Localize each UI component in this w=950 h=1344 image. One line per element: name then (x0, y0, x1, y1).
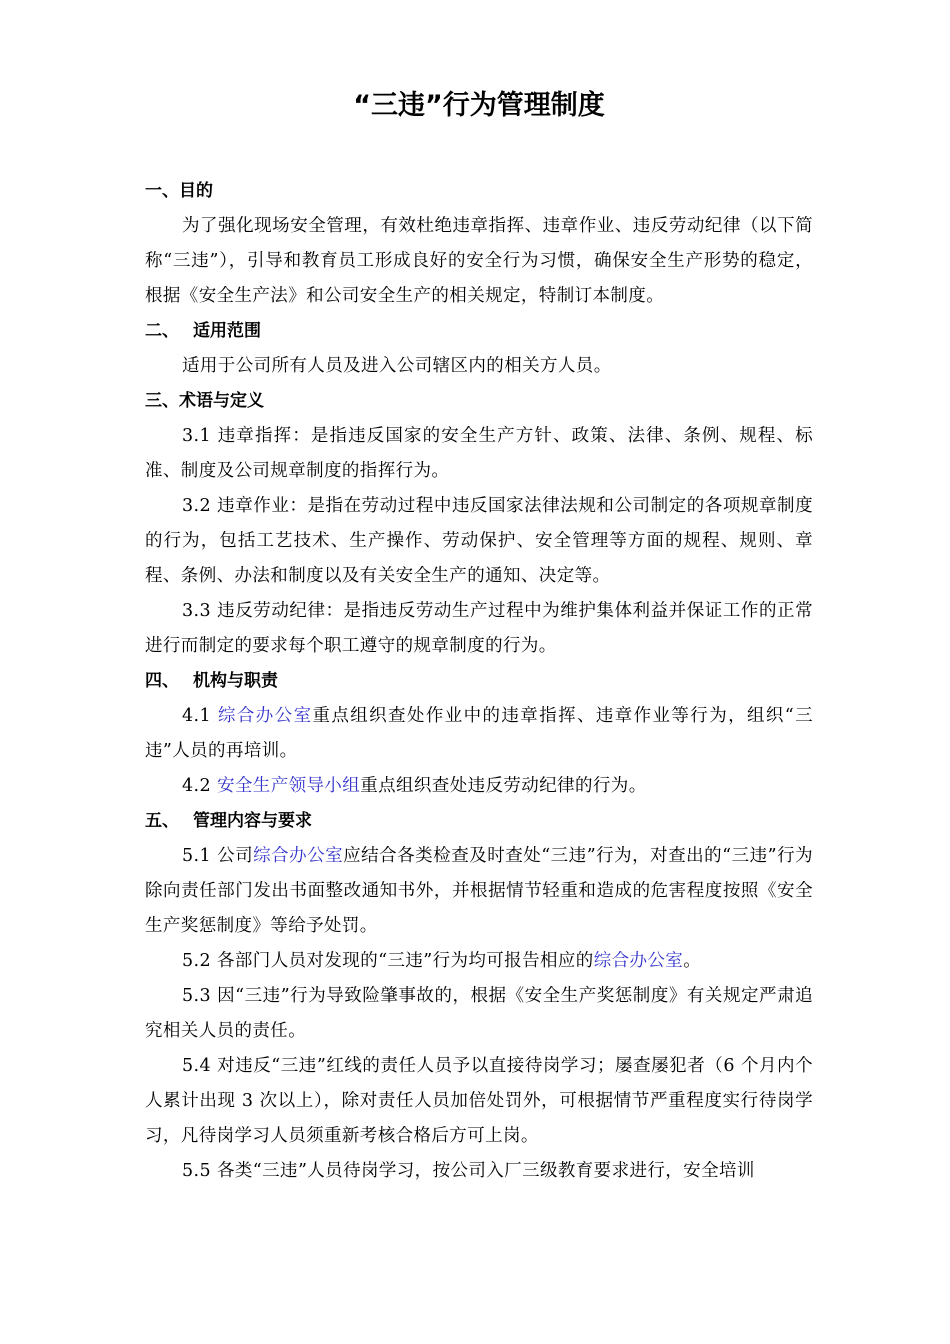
paragraph-scope: 适用于公司所有人员及进入公司辖区内的相关方人员。 (182, 356, 612, 376)
section-heading-text: 适用范围 (193, 321, 261, 341)
section-heading-purpose: 一、目的 (145, 181, 213, 201)
paragraph-4-2 (145, 769, 813, 804)
text-segment: 。 (683, 951, 702, 971)
link-general-office[interactable]: 综合办公室 (218, 706, 313, 726)
section-heading-text: 管理内容与要求 (193, 811, 312, 831)
section-heading-organization (145, 664, 813, 699)
text-segment: 重点组织查处作业中的违章指挥、违章作业等行为，组织“三违”人员的再培训。 (145, 706, 814, 761)
section-heading-terms: 三、术语与定义 (145, 391, 264, 411)
text-segment: 5.2 各部门人员对发现的“三违”行为均可报告相应的 (182, 951, 594, 971)
paragraph-5-1 (145, 839, 813, 944)
text-segment: 重点组织查处违反劳动纪律的行为。 (360, 776, 647, 796)
link-safety-leadership-group[interactable]: 安全生产领导小组 (217, 776, 361, 796)
link-general-office[interactable]: 综合办公室 (593, 951, 684, 971)
text-segment: 4.2 (182, 776, 217, 796)
text-segment: 4.1 (182, 706, 218, 726)
section-number: 五、 (145, 811, 179, 831)
section-heading-text: 机构与职责 (193, 671, 278, 691)
link-general-office[interactable]: 综合办公室 (253, 846, 344, 866)
section-number: 四、 (145, 671, 179, 691)
paragraph-purpose: 为了强化现场安全管理，有效杜绝违章指挥、违章作业、违反劳动纪律（以下简称“三违”），引导和教育员工形成良好的安全行为习惯，确保安全生产形势的稳定，根据《安全生产法》和公司安全生产的相关规定，特制订本制度。 (145, 216, 813, 306)
paragraph-5-4: 5.4 对违反“三违”红线的责任人员予以直接待岗学习；屡查屡犯者（6 个月内个人累计出现 3 次以上），除对责任人员加倍处罚外，可根据情节严重程度实行待岗学习，凡待岗学习人员须重新考核合格后方可上岗。 (145, 1056, 813, 1146)
paragraph-5-3: 5.3 因“三违”行为导致险肇事故的，根据《安全生产奖惩制度》有关规定严肃追究相关人员的责任。 (145, 986, 813, 1041)
document-title: “三违”行为管理制度 (353, 90, 605, 121)
text-segment: 5.1 公司 (182, 846, 254, 866)
paragraph-4-1 (145, 699, 813, 769)
document-body (145, 174, 813, 1189)
paragraph-3-1: 3.1 违章指挥：是指违反国家的安全生产方针、政策、法律、条例、规程、标准、制度及公司规章制度的指挥行为。 (145, 426, 813, 481)
text-segment: 应结合各类检查及时查处“三违”行为，对查出的“三违”行为除向责任部门发出书面整改通知书外，并根据情节轻重和造成的危害程度按照《安全生产奖惩制度》等给予处罚。 (145, 846, 814, 936)
section-number: 二、 (145, 321, 179, 341)
paragraph-3-3: 3.3 违反劳动纪律：是指违反劳动生产过程中为维护集体利益并保证工作的正常进行而制定的要求每个职工遵守的规章制度的行为。 (145, 601, 813, 656)
paragraph-5-2 (145, 944, 813, 979)
paragraph-5-5: 5.5 各类“三违”人员待岗学习，按公司入厂三级教育要求进行，安全培训 (182, 1161, 755, 1181)
paragraph-3-2: 3.2 违章作业：是指在劳动过程中违反国家法律法规和公司制定的各项规章制度的行为，包括工艺技术、生产操作、劳动保护、安全管理等方面的规程、规则、章程、条例、办法和制度以及有关安全生产的通知、决定等。 (145, 496, 813, 586)
section-heading-scope (145, 314, 813, 349)
section-heading-management (145, 804, 813, 839)
